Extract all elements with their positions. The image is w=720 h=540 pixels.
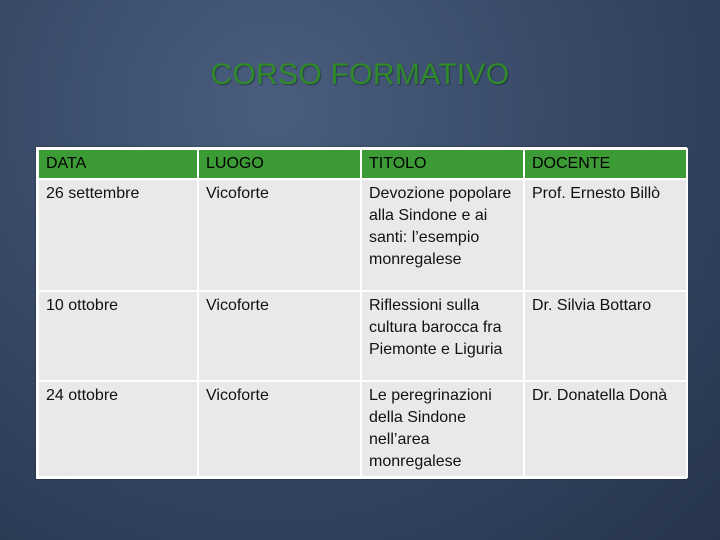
header-luogo: LUOGO — [199, 150, 360, 178]
cell-docente: Dr. Silvia Bottaro — [525, 292, 686, 380]
cell-titolo: Devozione popolare alla Sindone e ai santi: l’esempio monregalese — [362, 180, 523, 290]
header-data: DATA — [39, 150, 197, 178]
table-row — [39, 382, 686, 476]
table-header-row — [39, 150, 686, 178]
cell-titolo: Le peregrinazioni della Sindone nell’area monregalese — [362, 382, 523, 476]
cell-luogo: Vicoforte — [199, 382, 360, 476]
course-table — [36, 147, 687, 479]
slide-title: CORSO FORMATIVO — [210, 58, 510, 91]
cell-docente: Prof. Ernesto Billò — [525, 180, 686, 290]
cell-titolo: Riflessioni sulla cultura barocca fra Piemonte e Liguria — [362, 292, 523, 380]
cell-data: 24 ottobre — [39, 382, 197, 476]
cell-docente: Dr. Donatella Donà — [525, 382, 686, 476]
cell-luogo: Vicoforte — [199, 180, 360, 290]
cell-luogo: Vicoforte — [199, 292, 360, 380]
header-docente: DOCENTE — [525, 150, 686, 178]
cell-data: 10 ottobre — [39, 292, 197, 380]
table-row — [39, 180, 686, 290]
cell-data: 26 settembre — [39, 180, 197, 290]
table-row — [39, 292, 686, 380]
header-titolo: TITOLO — [362, 150, 523, 178]
